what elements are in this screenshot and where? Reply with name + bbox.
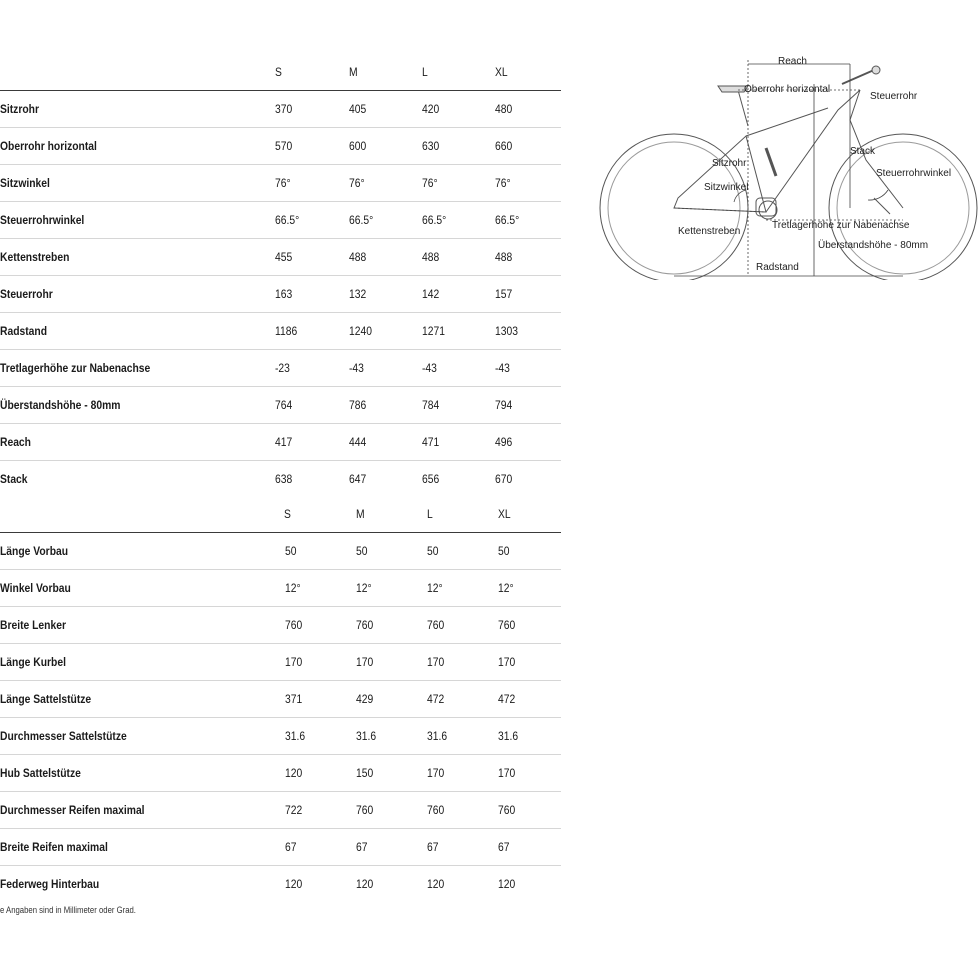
- row-value: 1186: [275, 324, 298, 338]
- row-label: Länge Vorbau: [0, 544, 69, 558]
- table-row: [0, 829, 561, 866]
- row-value: 31.6: [285, 729, 306, 743]
- rear-shock: [766, 148, 776, 176]
- size-header-l: L: [427, 507, 433, 521]
- geometry-table-header: [0, 54, 561, 91]
- row-value: 170: [427, 766, 445, 780]
- row-label: Sitzwinkel: [0, 176, 50, 190]
- row-value: 67: [285, 840, 297, 854]
- table-row: [0, 239, 561, 276]
- row-value: 31.6: [356, 729, 377, 743]
- label-steuerrohr: Steuerrohr: [870, 91, 918, 102]
- table-row: [0, 533, 561, 570]
- table-row: [0, 424, 561, 461]
- components-table-body: [0, 533, 561, 902]
- row-value: 656: [422, 472, 440, 486]
- table-row: [0, 866, 561, 902]
- size-header-l: L: [422, 65, 428, 79]
- row-label: Länge Kurbel: [0, 655, 66, 669]
- row-value: 764: [275, 398, 293, 412]
- row-label: Reach: [0, 435, 31, 449]
- row-value: 67: [356, 840, 368, 854]
- table-row: [0, 165, 561, 202]
- row-value: 142: [422, 287, 440, 301]
- label-kettenstreben: Kettenstreben: [678, 226, 741, 237]
- row-value: 760: [498, 618, 516, 632]
- row-value: 170: [498, 655, 516, 669]
- table-row: [0, 276, 561, 313]
- row-value: 760: [427, 618, 445, 632]
- table-row: [0, 792, 561, 829]
- row-value: 455: [275, 250, 293, 264]
- size-header-m: M: [356, 507, 365, 521]
- row-value: 371: [285, 692, 303, 706]
- row-value: 12°: [285, 581, 301, 595]
- units-footnote: e Angaben sind in Millimeter oder Grad.: [0, 905, 136, 915]
- row-value: 647: [349, 472, 367, 486]
- row-label: Tretlagerhöhe zur Nabenachse: [0, 361, 151, 375]
- row-value: 66.5°: [275, 213, 300, 227]
- row-value: 12°: [356, 581, 372, 595]
- row-value: 120: [356, 877, 374, 891]
- table-row: [0, 128, 561, 165]
- row-label: Winkel Vorbau: [0, 581, 71, 595]
- label-steuerrohrwinkel: Steuerrohrwinkel: [876, 168, 952, 179]
- row-value: 120: [285, 766, 303, 780]
- row-value: -43: [349, 361, 364, 375]
- row-value: 76°: [495, 176, 511, 190]
- row-value: 67: [427, 840, 439, 854]
- table-row: [0, 718, 561, 755]
- row-value: 150: [356, 766, 374, 780]
- row-label: Kettenstreben: [0, 250, 70, 264]
- row-value: 170: [427, 655, 445, 669]
- table-row: [0, 644, 561, 681]
- table-row: [0, 202, 561, 239]
- row-label: Durchmesser Sattelstütze: [0, 729, 127, 743]
- label-tretlager: Tretlagerhöhe zur Nabenachse: [772, 220, 910, 231]
- row-value: 488: [349, 250, 367, 264]
- geometry-table: [0, 54, 561, 497]
- row-value: 50: [356, 544, 368, 558]
- row-value: 794: [495, 398, 513, 412]
- row-value: 472: [427, 692, 445, 706]
- row-value: 12°: [498, 581, 514, 595]
- table-row: [0, 387, 561, 424]
- table-row: [0, 91, 561, 128]
- row-value: 76°: [349, 176, 365, 190]
- row-value: 405: [349, 102, 367, 116]
- row-label: Radstand: [0, 324, 48, 338]
- row-label: Steuerrohr: [0, 287, 53, 301]
- pedal-crank: [874, 198, 890, 214]
- row-label: Hub Sattelstütze: [0, 766, 81, 780]
- row-label: Breite Lenker: [0, 618, 66, 632]
- size-header-s: S: [284, 507, 291, 521]
- row-value: 132: [349, 287, 367, 301]
- row-value: 760: [285, 618, 303, 632]
- row-value: 429: [356, 692, 374, 706]
- grip: [872, 66, 880, 74]
- row-value: 157: [495, 287, 513, 301]
- row-label: Stack: [0, 472, 28, 486]
- table-row: [0, 681, 561, 718]
- size-header-xl: XL: [498, 507, 511, 521]
- row-value: 444: [349, 435, 367, 449]
- label-stack: Stack: [850, 146, 876, 157]
- size-header-m: M: [349, 65, 358, 79]
- row-value: 50: [498, 544, 510, 558]
- down-tube: [766, 90, 860, 212]
- row-value: 630: [422, 139, 440, 153]
- row-value: 66.5°: [495, 213, 520, 227]
- row-value: 370: [275, 102, 293, 116]
- row-value: 170: [285, 655, 303, 669]
- table-row: [0, 461, 561, 497]
- row-value: 163: [275, 287, 293, 301]
- row-value: -23: [275, 361, 290, 375]
- row-label: Länge Sattelstütze: [0, 692, 92, 706]
- row-value: 786: [349, 398, 367, 412]
- row-value: 784: [422, 398, 440, 412]
- row-value: 67: [498, 840, 510, 854]
- row-label: Durchmesser Reifen maximal: [0, 803, 145, 817]
- row-value: 660: [495, 139, 513, 153]
- label-sitzwinkel: Sitzwinkel: [704, 182, 749, 193]
- row-value: 120: [498, 877, 516, 891]
- row-value: 760: [356, 803, 374, 817]
- seat-post: [738, 90, 748, 126]
- row-value: 31.6: [498, 729, 519, 743]
- label-oberrohr: Oberrohr horizontal: [744, 84, 831, 95]
- row-value: 570: [275, 139, 293, 153]
- row-value: 1240: [349, 324, 372, 338]
- row-value: 50: [427, 544, 439, 558]
- row-value: 50: [285, 544, 297, 558]
- label-sitzrohr: Sitzrohr: [712, 158, 747, 169]
- row-value: 496: [495, 435, 513, 449]
- head-angle-arc: [868, 190, 888, 200]
- components-table: [0, 496, 561, 902]
- row-value: 480: [495, 102, 513, 116]
- row-label: Sitzrohr: [0, 102, 39, 116]
- row-value: 670: [495, 472, 513, 486]
- row-value: -43: [495, 361, 510, 375]
- row-value: 170: [498, 766, 516, 780]
- table-row: [0, 350, 561, 387]
- table-row: [0, 570, 561, 607]
- row-value: 76°: [422, 176, 438, 190]
- row-value: 76°: [275, 176, 291, 190]
- handlebar: [842, 70, 874, 84]
- table-row: [0, 755, 561, 792]
- row-value: 120: [285, 877, 303, 891]
- row-value: 170: [356, 655, 374, 669]
- row-value: 600: [349, 139, 367, 153]
- label-reach: Reach: [778, 56, 807, 67]
- row-value: 722: [285, 803, 303, 817]
- row-value: 488: [422, 250, 440, 264]
- row-label: Oberrohr horizontal: [0, 139, 97, 153]
- row-value: 31.6: [427, 729, 448, 743]
- row-label: Federweg Hinterbau: [0, 877, 100, 891]
- bike-geometry-diagram: [598, 48, 978, 280]
- row-value: 472: [498, 692, 516, 706]
- row-label: Steuerrohrwinkel: [0, 213, 85, 227]
- table-row: [0, 313, 561, 350]
- row-label: Breite Reifen maximal: [0, 840, 108, 854]
- row-value: 760: [498, 803, 516, 817]
- geometry-table-body: [0, 91, 561, 497]
- row-label: Überstandshöhe - 80mm: [0, 398, 121, 412]
- row-value: 638: [275, 472, 293, 486]
- row-value: 120: [427, 877, 445, 891]
- row-value: 471: [422, 435, 440, 449]
- top-tube: [746, 108, 828, 136]
- size-header-xl: XL: [495, 65, 508, 79]
- row-value: 66.5°: [422, 213, 447, 227]
- rear-triangle: [674, 136, 766, 212]
- row-value: 12°: [427, 581, 443, 595]
- row-value: 66.5°: [349, 213, 374, 227]
- row-value: 1303: [495, 324, 518, 338]
- row-value: 417: [275, 435, 293, 449]
- row-value: 760: [427, 803, 445, 817]
- row-value: 488: [495, 250, 513, 264]
- label-radstand: Radstand: [756, 262, 799, 273]
- label-ueberstand: Überstandshöhe - 80mm: [818, 240, 929, 251]
- row-value: 760: [356, 618, 374, 632]
- size-header-s: S: [275, 65, 282, 79]
- components-table-header: [0, 496, 561, 533]
- row-value: -43: [422, 361, 437, 375]
- row-value: 1271: [422, 324, 445, 338]
- row-value: 420: [422, 102, 440, 116]
- table-row: [0, 607, 561, 644]
